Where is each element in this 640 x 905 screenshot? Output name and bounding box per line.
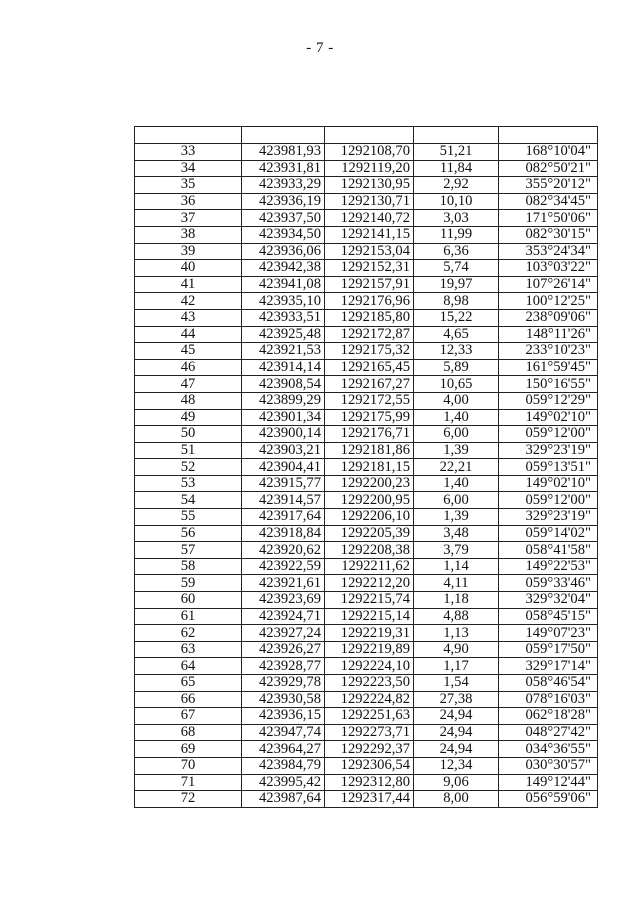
table-row — [135, 791, 598, 808]
bearing-cell: 059°33'46" — [499, 575, 598, 592]
point-number-cell: 42 — [135, 293, 242, 310]
bearing-cell: 149°02'10" — [499, 475, 598, 492]
table-row — [135, 359, 598, 376]
bearing-cell: 082°34'45" — [499, 193, 598, 210]
distance-cell: 1,40 — [414, 409, 499, 426]
table-row — [135, 675, 598, 692]
distance-cell: 5,74 — [414, 260, 499, 277]
y-coordinate-cell: 1292312,80 — [325, 774, 414, 791]
distance-cell: 8,00 — [414, 791, 499, 808]
distance-cell: 22,21 — [414, 459, 499, 476]
bearing-cell: 148°11'26" — [499, 326, 598, 343]
distance-cell: 6,00 — [414, 426, 499, 443]
y-coordinate-cell: 1292292,37 — [325, 741, 414, 758]
bearing-cell: 058°41'58" — [499, 542, 598, 559]
distance-cell: 12,33 — [414, 343, 499, 360]
x-coordinate-cell: 423934,50 — [242, 226, 325, 243]
point-number-cell: 34 — [135, 160, 242, 177]
distance-cell: 4,00 — [414, 392, 499, 409]
y-coordinate-cell: 1292175,32 — [325, 343, 414, 360]
distance-cell: 24,94 — [414, 708, 499, 725]
x-coordinate-cell: 423915,77 — [242, 475, 325, 492]
bearing-cell: 058°45'15" — [499, 608, 598, 625]
x-coordinate-cell: 423924,71 — [242, 608, 325, 625]
y-coordinate-cell: 1292208,38 — [325, 542, 414, 559]
distance-cell: 4,90 — [414, 641, 499, 658]
table-cell — [499, 127, 598, 144]
bearing-cell: 150°16'55" — [499, 376, 598, 393]
point-number-cell: 41 — [135, 276, 242, 293]
y-coordinate-cell: 1292219,31 — [325, 625, 414, 642]
bearing-cell: 329°17'14" — [499, 658, 598, 675]
x-coordinate-cell: 423914,14 — [242, 359, 325, 376]
table-row — [135, 525, 598, 542]
distance-cell: 6,36 — [414, 243, 499, 260]
bearing-cell: 168°10'04" — [499, 144, 598, 161]
x-coordinate-cell: 423937,50 — [242, 210, 325, 227]
y-coordinate-cell: 1292206,10 — [325, 509, 414, 526]
distance-cell: 24,94 — [414, 741, 499, 758]
x-coordinate-cell: 423981,93 — [242, 144, 325, 161]
x-coordinate-cell: 423928,77 — [242, 658, 325, 675]
table-row-header-blank — [135, 127, 598, 144]
y-coordinate-cell: 1292119,20 — [325, 160, 414, 177]
point-number-cell: 64 — [135, 658, 242, 675]
point-number-cell: 69 — [135, 741, 242, 758]
distance-cell: 1,18 — [414, 592, 499, 609]
y-coordinate-cell: 1292172,55 — [325, 392, 414, 409]
bearing-cell: 062°18'28" — [499, 708, 598, 725]
table-row — [135, 193, 598, 210]
point-number-cell: 37 — [135, 210, 242, 227]
page-number: - 7 - — [306, 40, 334, 56]
y-coordinate-cell: 1292224,82 — [325, 691, 414, 708]
table-row — [135, 475, 598, 492]
bearing-cell: 059°13'51" — [499, 459, 598, 476]
bearing-cell: 353°24'34" — [499, 243, 598, 260]
point-number-cell: 58 — [135, 558, 242, 575]
distance-cell: 1,39 — [414, 509, 499, 526]
x-coordinate-cell: 423936,06 — [242, 243, 325, 260]
point-number-cell: 48 — [135, 392, 242, 409]
y-coordinate-cell: 1292141,15 — [325, 226, 414, 243]
y-coordinate-cell: 1292211,62 — [325, 558, 414, 575]
y-coordinate-cell: 1292181,15 — [325, 459, 414, 476]
y-coordinate-cell: 1292200,23 — [325, 475, 414, 492]
point-number-cell: 56 — [135, 525, 242, 542]
x-coordinate-cell: 423921,61 — [242, 575, 325, 592]
bearing-cell: 107°26'14" — [499, 276, 598, 293]
table-row — [135, 691, 598, 708]
table-row — [135, 392, 598, 409]
point-number-cell: 40 — [135, 260, 242, 277]
y-coordinate-cell: 1292317,44 — [325, 791, 414, 808]
bearing-cell: 082°30'15" — [499, 226, 598, 243]
x-coordinate-cell: 423925,48 — [242, 326, 325, 343]
bearing-cell: 048°27'42" — [499, 724, 598, 741]
distance-cell: 24,94 — [414, 724, 499, 741]
x-coordinate-cell: 423920,62 — [242, 542, 325, 559]
bearing-cell: 238°09'06" — [499, 309, 598, 326]
point-number-cell: 62 — [135, 625, 242, 642]
y-coordinate-cell: 1292273,71 — [325, 724, 414, 741]
x-coordinate-cell: 423964,27 — [242, 741, 325, 758]
distance-cell: 27,38 — [414, 691, 499, 708]
point-number-cell: 72 — [135, 791, 242, 808]
bearing-cell: 059°17'50" — [499, 641, 598, 658]
bearing-cell: 103°03'22" — [499, 260, 598, 277]
bearing-cell: 329°32'04" — [499, 592, 598, 609]
x-coordinate-cell: 423922,59 — [242, 558, 325, 575]
table-row — [135, 409, 598, 426]
x-coordinate-cell: 423933,29 — [242, 177, 325, 194]
table-row — [135, 774, 598, 791]
table-row — [135, 542, 598, 559]
x-coordinate-cell: 423917,64 — [242, 509, 325, 526]
x-coordinate-cell: 423929,78 — [242, 675, 325, 692]
point-number-cell: 51 — [135, 442, 242, 459]
distance-cell: 3,48 — [414, 525, 499, 542]
y-coordinate-cell: 1292108,70 — [325, 144, 414, 161]
distance-cell: 11,84 — [414, 160, 499, 177]
y-coordinate-cell: 1292176,96 — [325, 293, 414, 310]
distance-cell: 12,34 — [414, 757, 499, 774]
x-coordinate-cell: 423984,79 — [242, 757, 325, 774]
distance-cell: 8,98 — [414, 293, 499, 310]
point-number-cell: 50 — [135, 426, 242, 443]
bearing-cell: 161°59'45" — [499, 359, 598, 376]
table-row — [135, 492, 598, 509]
table-row — [135, 426, 598, 443]
y-coordinate-cell: 1292153,04 — [325, 243, 414, 260]
bearing-cell: 056°59'06" — [499, 791, 598, 808]
bearing-cell: 082°50'21" — [499, 160, 598, 177]
distance-cell: 5,89 — [414, 359, 499, 376]
table-row — [135, 243, 598, 260]
x-coordinate-cell: 423930,58 — [242, 691, 325, 708]
table-row — [135, 592, 598, 609]
x-coordinate-cell: 423901,34 — [242, 409, 325, 426]
point-number-cell: 38 — [135, 226, 242, 243]
point-number-cell: 47 — [135, 376, 242, 393]
distance-cell: 4,88 — [414, 608, 499, 625]
x-coordinate-cell: 423935,10 — [242, 293, 325, 310]
table-cell — [135, 127, 242, 144]
point-number-cell: 61 — [135, 608, 242, 625]
table-row — [135, 625, 598, 642]
y-coordinate-cell: 1292215,14 — [325, 608, 414, 625]
y-coordinate-cell: 1292200,95 — [325, 492, 414, 509]
table-row — [135, 260, 598, 277]
bearing-cell: 059°12'00" — [499, 426, 598, 443]
y-coordinate-cell: 1292205,39 — [325, 525, 414, 542]
distance-cell: 1,39 — [414, 442, 499, 459]
point-number-cell: 54 — [135, 492, 242, 509]
x-coordinate-cell: 423947,74 — [242, 724, 325, 741]
point-number-cell: 59 — [135, 575, 242, 592]
point-number-cell: 68 — [135, 724, 242, 741]
table-row — [135, 293, 598, 310]
x-coordinate-cell: 423995,42 — [242, 774, 325, 791]
bearing-cell: 355°20'12" — [499, 177, 598, 194]
point-number-cell: 63 — [135, 641, 242, 658]
x-coordinate-cell: 423936,15 — [242, 708, 325, 725]
table-cell — [325, 127, 414, 144]
point-number-cell: 70 — [135, 757, 242, 774]
point-number-cell: 35 — [135, 177, 242, 194]
y-coordinate-cell: 1292215,74 — [325, 592, 414, 609]
table-row — [135, 276, 598, 293]
distance-cell: 15,22 — [414, 309, 499, 326]
point-number-cell: 44 — [135, 326, 242, 343]
x-coordinate-cell: 423987,64 — [242, 791, 325, 808]
x-coordinate-cell: 423927,24 — [242, 625, 325, 642]
y-coordinate-cell: 1292167,27 — [325, 376, 414, 393]
point-number-cell: 43 — [135, 309, 242, 326]
table-row — [135, 558, 598, 575]
table-row — [135, 724, 598, 741]
bearing-cell: 059°12'29" — [499, 392, 598, 409]
point-number-cell: 33 — [135, 144, 242, 161]
point-number-cell: 36 — [135, 193, 242, 210]
distance-cell: 51,21 — [414, 144, 499, 161]
y-coordinate-cell: 1292130,95 — [325, 177, 414, 194]
point-number-cell: 52 — [135, 459, 242, 476]
x-coordinate-cell: 423918,84 — [242, 525, 325, 542]
bearing-cell: 100°12'25" — [499, 293, 598, 310]
table-row — [135, 309, 598, 326]
y-coordinate-cell: 1292306,54 — [325, 757, 414, 774]
distance-cell: 1,17 — [414, 658, 499, 675]
y-coordinate-cell: 1292219,89 — [325, 641, 414, 658]
table-row — [135, 509, 598, 526]
point-number-cell: 53 — [135, 475, 242, 492]
y-coordinate-cell: 1292212,20 — [325, 575, 414, 592]
x-coordinate-cell: 423899,29 — [242, 392, 325, 409]
y-coordinate-cell: 1292176,71 — [325, 426, 414, 443]
y-coordinate-cell: 1292175,99 — [325, 409, 414, 426]
y-coordinate-cell: 1292157,91 — [325, 276, 414, 293]
point-number-cell: 60 — [135, 592, 242, 609]
distance-cell: 11,99 — [414, 226, 499, 243]
distance-cell: 6,00 — [414, 492, 499, 509]
distance-cell: 4,11 — [414, 575, 499, 592]
bearing-cell: 059°14'02" — [499, 525, 598, 542]
table-row — [135, 757, 598, 774]
table-row — [135, 741, 598, 758]
x-coordinate-cell: 423914,57 — [242, 492, 325, 509]
table-row — [135, 177, 598, 194]
distance-cell: 3,79 — [414, 542, 499, 559]
bearing-cell: 149°12'44" — [499, 774, 598, 791]
table-row — [135, 144, 598, 161]
table-row — [135, 160, 598, 177]
table-cell — [414, 127, 499, 144]
point-number-cell: 49 — [135, 409, 242, 426]
bearing-cell: 059°12'00" — [499, 492, 598, 509]
x-coordinate-cell: 423942,38 — [242, 260, 325, 277]
x-coordinate-cell: 423904,41 — [242, 459, 325, 476]
x-coordinate-cell: 423926,27 — [242, 641, 325, 658]
x-coordinate-cell: 423941,08 — [242, 276, 325, 293]
table-row — [135, 210, 598, 227]
distance-cell: 9,06 — [414, 774, 499, 791]
point-number-cell: 46 — [135, 359, 242, 376]
x-coordinate-cell: 423903,21 — [242, 442, 325, 459]
table-row — [135, 343, 598, 360]
distance-cell: 2,92 — [414, 177, 499, 194]
point-number-cell: 71 — [135, 774, 242, 791]
bearing-cell: 078°16'03" — [499, 691, 598, 708]
distance-cell: 3,03 — [414, 210, 499, 227]
point-number-cell: 57 — [135, 542, 242, 559]
y-coordinate-cell: 1292165,45 — [325, 359, 414, 376]
point-number-cell: 67 — [135, 708, 242, 725]
bearing-cell: 149°02'10" — [499, 409, 598, 426]
x-coordinate-cell: 423908,54 — [242, 376, 325, 393]
table-row — [135, 442, 598, 459]
y-coordinate-cell: 1292172,87 — [325, 326, 414, 343]
y-coordinate-cell: 1292181,86 — [325, 442, 414, 459]
point-number-cell: 45 — [135, 343, 242, 360]
y-coordinate-cell: 1292185,80 — [325, 309, 414, 326]
y-coordinate-cell: 1292224,10 — [325, 658, 414, 675]
table-row — [135, 575, 598, 592]
x-coordinate-cell: 423900,14 — [242, 426, 325, 443]
distance-cell: 4,65 — [414, 326, 499, 343]
distance-cell: 1,14 — [414, 558, 499, 575]
table-row — [135, 641, 598, 658]
point-number-cell: 55 — [135, 509, 242, 526]
distance-cell: 10,65 — [414, 376, 499, 393]
bearing-cell: 329°23'19" — [499, 509, 598, 526]
table-row — [135, 376, 598, 393]
point-number-cell: 66 — [135, 691, 242, 708]
bearing-cell: 171°50'06" — [499, 210, 598, 227]
bearing-cell: 030°30'57" — [499, 757, 598, 774]
coordinates-table-body — [135, 127, 598, 808]
y-coordinate-cell: 1292152,31 — [325, 260, 414, 277]
distance-cell: 1,54 — [414, 675, 499, 692]
bearing-cell: 233°10'23" — [499, 343, 598, 360]
distance-cell: 1,13 — [414, 625, 499, 642]
table-row — [135, 459, 598, 476]
bearing-cell: 149°07'23" — [499, 625, 598, 642]
distance-cell: 10,10 — [414, 193, 499, 210]
point-number-cell: 65 — [135, 675, 242, 692]
point-number-cell: 39 — [135, 243, 242, 260]
bearing-cell: 149°22'53" — [499, 558, 598, 575]
distance-cell: 1,40 — [414, 475, 499, 492]
y-coordinate-cell: 1292223,50 — [325, 675, 414, 692]
table-row — [135, 658, 598, 675]
y-coordinate-cell: 1292251,63 — [325, 708, 414, 725]
y-coordinate-cell: 1292130,71 — [325, 193, 414, 210]
bearing-cell: 329°23'19" — [499, 442, 598, 459]
table-row — [135, 608, 598, 625]
x-coordinate-cell: 423923,69 — [242, 592, 325, 609]
table-row — [135, 708, 598, 725]
table-cell — [242, 127, 325, 144]
bearing-cell: 058°46'54" — [499, 675, 598, 692]
x-coordinate-cell: 423933,51 — [242, 309, 325, 326]
table-row — [135, 326, 598, 343]
coordinates-table — [134, 126, 598, 808]
distance-cell: 19,97 — [414, 276, 499, 293]
x-coordinate-cell: 423931,81 — [242, 160, 325, 177]
x-coordinate-cell: 423936,19 — [242, 193, 325, 210]
bearing-cell: 034°36'55" — [499, 741, 598, 758]
y-coordinate-cell: 1292140,72 — [325, 210, 414, 227]
x-coordinate-cell: 423921,53 — [242, 343, 325, 360]
table-row — [135, 226, 598, 243]
